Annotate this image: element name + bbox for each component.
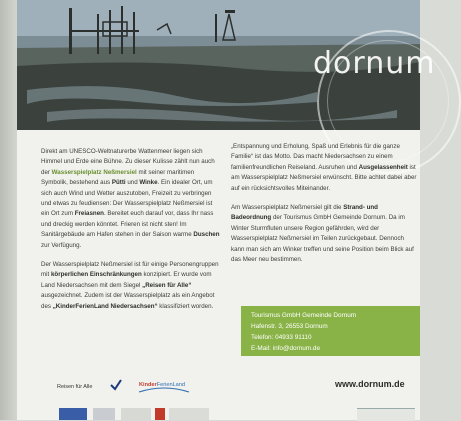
sponsor-logo-icon [169, 408, 209, 420]
dornum-logo: dornum [313, 46, 436, 81]
contact-box [241, 306, 420, 356]
contact-email[interactable]: E-Mail: info@dornum.de [251, 345, 321, 352]
checkmark-icon [109, 378, 123, 392]
contact-address: Hafenstr. 3, 26553 Dornum [251, 323, 328, 330]
contact-organisation: Tourismus GmbH Gemeinde Dornum [251, 312, 357, 319]
flyer-page [17, 0, 436, 420]
sponsor-logo-icon [121, 408, 151, 420]
kinderferienland-label: KinderFerienLand [139, 382, 186, 388]
sponsor-logo-icon [155, 408, 165, 420]
reisen-fuer-alle-label: Reisen für Alle [57, 384, 93, 390]
left-text-column [41, 147, 221, 321]
eu-flag-icon [59, 408, 87, 420]
contact-phone[interactable]: Telefon: 04933 91110 [251, 334, 312, 341]
motto-paragraph: „Entspannung und Erholung, Spaß und Erlebnis für die ganze Familie“ ist das Motto. Das macht Niedersachsen zu einem familienfreundlichen Reiseland. Ausruhen und Ausgelassenheit ist am Wasserspielplatz Neßmersiel erwünscht. Bitte achtet dabei aber auf ein rücksichtsvolles Miteinander. [231, 143, 417, 192]
sponsor-logo-icon [357, 408, 415, 421]
rules-paragraph: Am Wasserspielplatz Neßmersiel gilt die Strand- und Badeordnung der Tourismus GmbH Gemeinde Dornum. Da im Winter Sturmfluten unsere Region gefährden, wird der Wasserspielplatz Neßmersiel im Teilen zurückgebaut. Dennoch kann man sich am Winker treffen und seine Position beim Blick auf das Meer neu bestimmen. [231, 204, 414, 264]
website-link[interactable]: www.dornum.de [335, 379, 405, 389]
right-text-column [231, 142, 419, 274]
accessibility-paragraph: Der Wasserspielplatz Neßmersiel ist für einige Personengruppen mit körperlichen Einschränkungen konzipiert. Er wurde vom Land Niedersachsen mit dem Siegel „Reisen für Alle“ ausgezeichnet. Zudem ist der Wasserspielplatz als ein Angebot des „KinderFerienLand Niedersachsen“ klassifiziert worden. [41, 261, 219, 310]
intro-paragraph: Direkt am UNESCO-Weltnaturerbe Wattenmeer liegen sich Himmel und Erde eine Bühne. Zu dieser Kulisse zählt nun auch der Wasserspielplatz Neßmersiel mit seiner maritimen Symbolik, bestehend aus Pütti und Winke. Ein idealer Ort, um sich auch Wind und Wetter auszutoben, Freizeit zu verbringen und etwas zu feudiensen: Der Wasserspielplatz Neßmersiel ist ein Ort zum Freiasnen. Bereitet euch darauf vor, dass Ihr nass und dreckig werden könntet. Frieren ist nicht sten! Im Sanitärgebäude am Hafen stehen in der Saison warme Duschen zur Verfügung. [41, 148, 220, 249]
sponsor-logo-strip [37, 408, 420, 420]
sponsor-logo-icon [93, 408, 115, 420]
